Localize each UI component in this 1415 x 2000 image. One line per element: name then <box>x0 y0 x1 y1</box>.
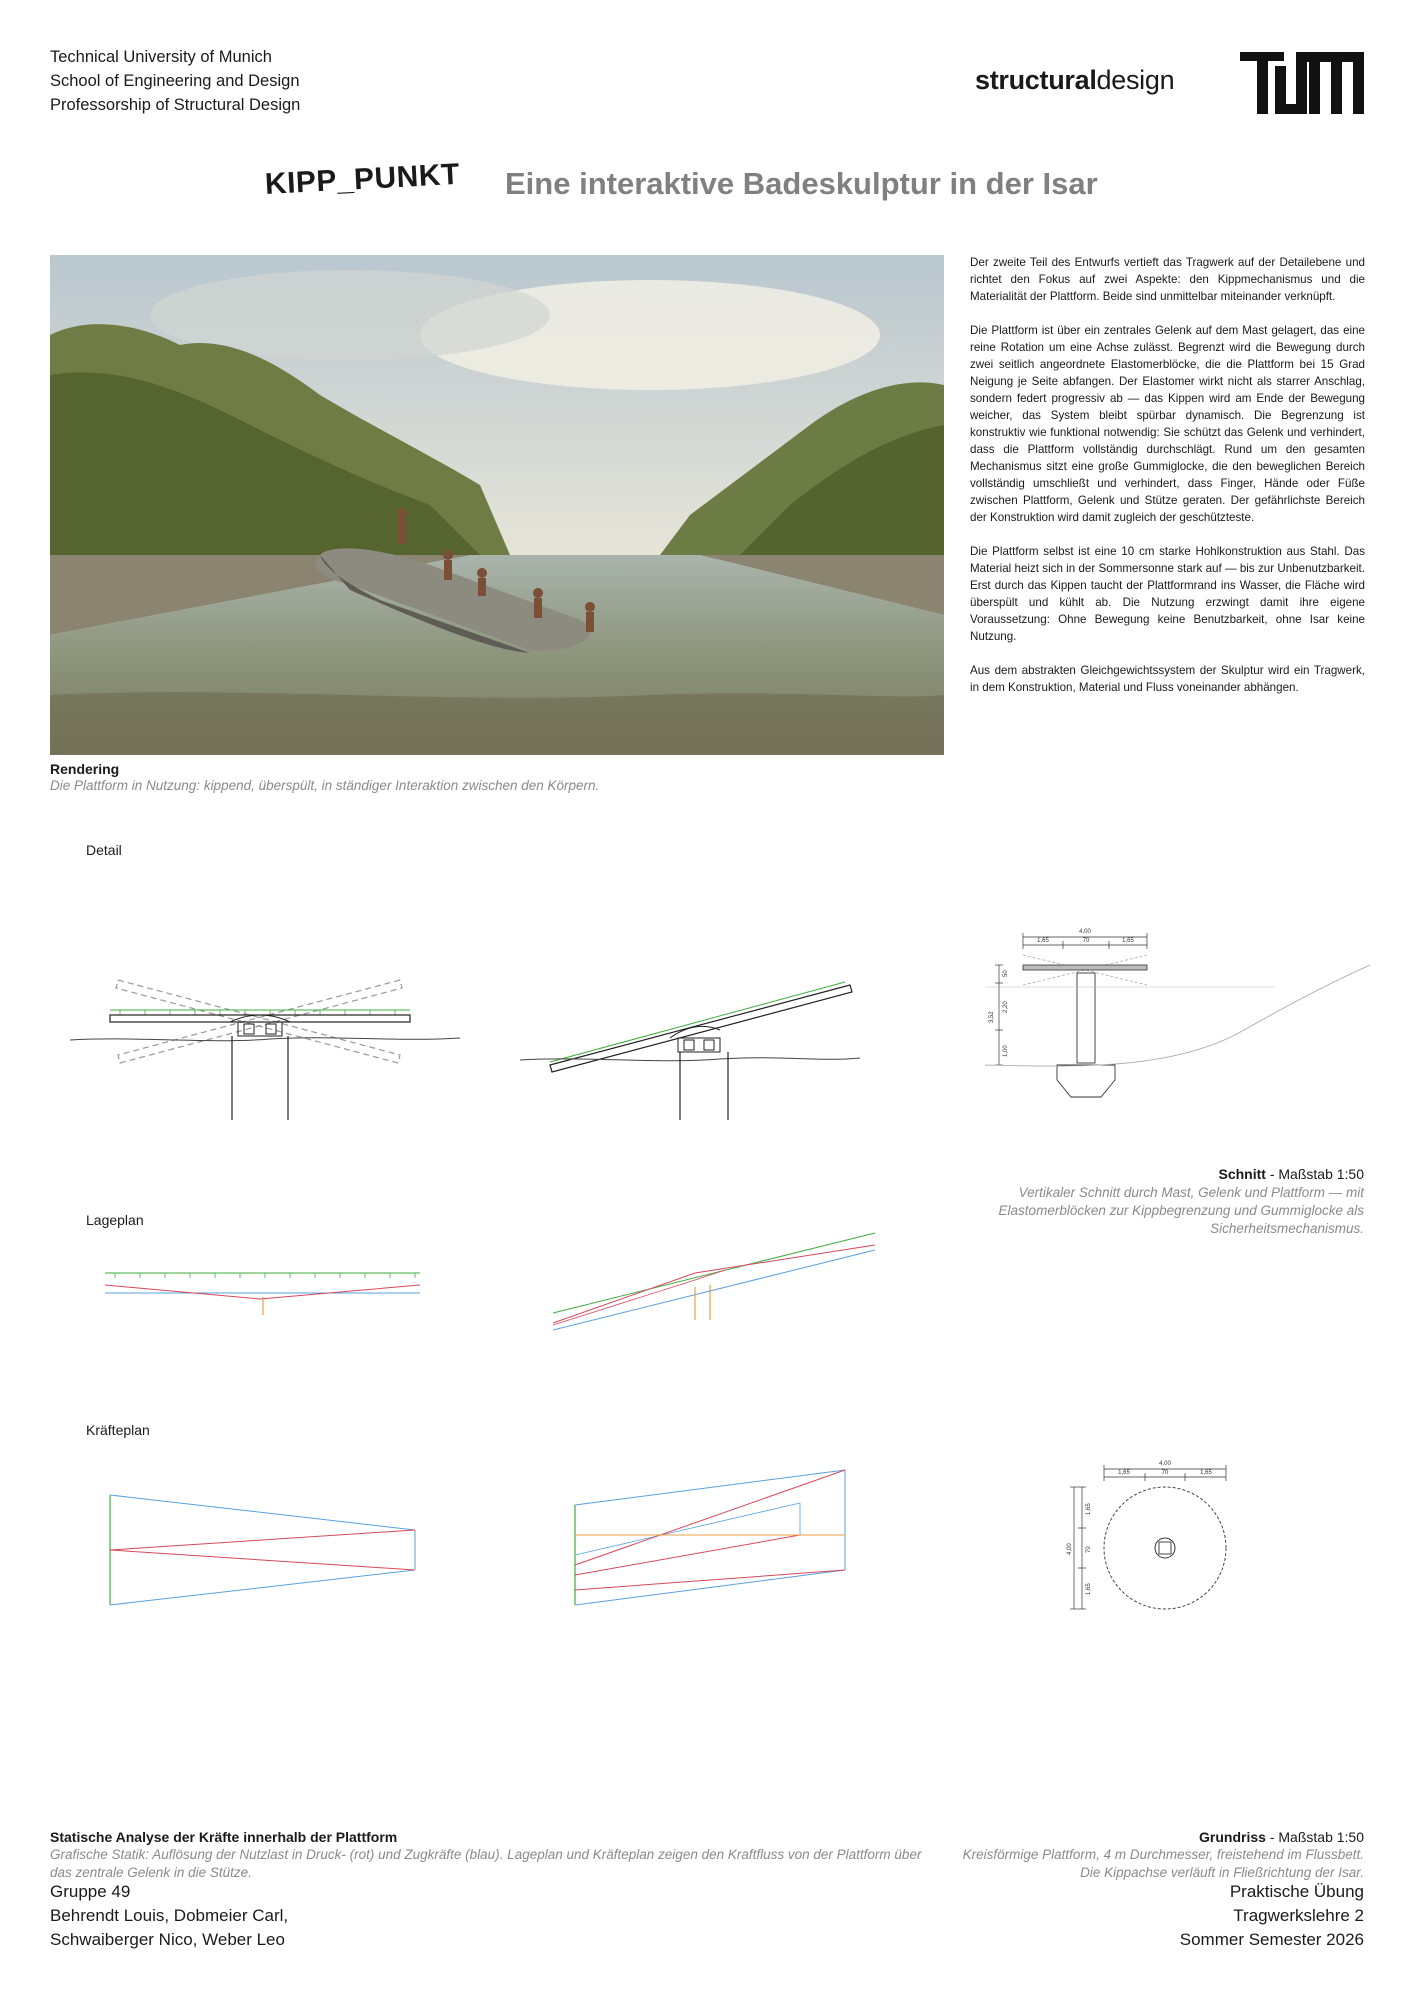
lageplan-level <box>100 1265 430 1325</box>
dim-left: 1,65 <box>1118 1470 1130 1476</box>
footer-group-info <box>50 1880 288 1952</box>
logo-word-light: design <box>1096 65 1175 95</box>
footer-line: Praktische Übung <box>1229 1882 1364 1901</box>
rendering-title: Rendering <box>50 761 120 777</box>
dim-mid: 70 <box>1082 938 1090 944</box>
tension-ray <box>575 1470 845 1505</box>
grundriss-title <box>960 1829 1364 1845</box>
load-ticks <box>115 1273 415 1278</box>
dim-mid: 70 <box>1161 1470 1169 1476</box>
body-paragraph: Die Plattform selbst ist eine 10 cm starke Hohlkonstruktion aus Stahl. Das Material heizt sich in der Sommersonne stark auf — bis zur Unbenutzbarkeit. Erst durch das Kippen taucht der Plattformrand ins Wasser, die Fläche wird überspült und kühlt ab. Die Nutzung erzwingt damit ihre eigene Voraussetzung: Ohne Bewegung keine Benutzbarkeit, ohne Isar keine Nutzung. <box>970 545 1365 643</box>
tum-logo <box>1240 52 1364 114</box>
structural-design-logo <box>975 65 1174 96</box>
joint-block <box>670 1026 720 1052</box>
tension-line <box>553 1250 875 1330</box>
dim-vtotal: 4,00 <box>1067 1543 1073 1555</box>
water-line <box>520 1058 860 1061</box>
dim-h1: 50 <box>1003 970 1009 977</box>
rendering-caption: Die Plattform in Nutzung: kippend, überspült, in ständiger Interaktion zwischen den Körpern. <box>50 778 600 793</box>
schnitt-title-text: Schnitt <box>1218 1166 1266 1182</box>
schnitt-drawing <box>985 915 1370 1115</box>
section-label-lageplan: Lageplan <box>86 1212 144 1228</box>
dim-vbot: 1,65 <box>1086 1583 1092 1595</box>
tension-ray <box>110 1570 415 1605</box>
kraefteplan-level <box>100 1485 430 1615</box>
body-paragraph: Der zweite Teil des Entwurfs vertieft das Tragwerk auf der Detailebene und richtet den Fokus auf zwei Aspekte: den Kippmechanismus und die Materialität der Plattform. Beide sind unmittelbar miteinander verknüpft. <box>970 256 1365 303</box>
footer-line: Schwaiberger Nico, Weber Leo <box>50 1930 285 1949</box>
tension-ray <box>110 1495 415 1530</box>
platform-slab <box>110 1015 410 1022</box>
project-subtitle: Eine interaktive Badeskulptur in der Isar <box>505 166 1098 201</box>
dim-right: 1,65 <box>1200 1470 1212 1476</box>
institution-line: Technical University of Munich <box>50 48 272 66</box>
grundriss-caption: Kreisförmige Plattform, 4 m Durchmesser, freistehend im Flussbett. Die Kippachse verläuft in Fließrichtung der Isar. <box>962 1847 1364 1880</box>
footer-line: Gruppe 49 <box>50 1882 131 1901</box>
dim-left: 1,65 <box>1037 938 1049 944</box>
lageplan-tilted <box>550 1225 880 1335</box>
compression-line-2 <box>553 1270 725 1325</box>
statik-title: Statische Analyse der Kräfte innerhalb der Plattform <box>50 1829 398 1845</box>
load-line <box>553 1233 875 1313</box>
footer-line: Sommer Semester 2026 <box>1179 1930 1364 1949</box>
schnitt-mast <box>1077 973 1095 1063</box>
compression-line <box>105 1285 420 1299</box>
load-line <box>550 982 845 1062</box>
dim-vtop: 1,65 <box>1086 1503 1092 1515</box>
project-title-kipp: KIPP_PUNKT <box>264 157 461 201</box>
dim-vmid: 70 <box>1086 1546 1092 1553</box>
tension-ray <box>575 1503 800 1555</box>
grundriss-scale: - Maßstab 1:50 <box>1265 1829 1364 1845</box>
dim-h2: 2,20 <box>1003 1001 1009 1013</box>
schnitt-platform <box>1023 965 1147 970</box>
dim-total: 4,00 <box>1159 1461 1171 1467</box>
statik-caption: Grafische Statik: Auflösung der Nutzlast in Druck- (rot) und Zugkräfte (blau). Lageplan und Kräfteplan zeigen den Kraftfluss von der Plattform über das zentrale Gelenk in die Stütze. <box>50 1847 922 1880</box>
footer-line: Behrendt Louis, Dobmeier Carl, <box>50 1906 289 1925</box>
section-label-detail: Detail <box>86 842 122 858</box>
joint-rect <box>1159 1542 1171 1554</box>
compression-ray <box>110 1530 415 1550</box>
body-text-column <box>970 254 1365 713</box>
compression-ray <box>575 1535 800 1575</box>
mast-circle <box>1155 1538 1175 1558</box>
platform-circle <box>1104 1487 1226 1609</box>
compression-ray <box>110 1550 415 1570</box>
schnitt-foundation <box>1057 1065 1115 1097</box>
compression-line <box>553 1245 875 1323</box>
rendering-image <box>50 255 944 755</box>
schnitt-caption: Vertikaler Schnitt durch Mast, Gelenk und Plattform — mit Elastomerblöcken zur Kippbegrenzung und Gummiglocke als Sicherheitsmechanismus. <box>998 1185 1364 1236</box>
institution-line: School of Engineering and Design <box>50 72 300 90</box>
institution-line: Professorship of Structural Design <box>50 96 301 114</box>
water-line <box>70 1038 460 1041</box>
grundriss-title-text: Grundriss <box>1199 1829 1266 1845</box>
section-label-kraefteplan: Kräfteplan <box>86 1422 150 1438</box>
detail-drawing-level <box>70 960 470 1120</box>
kraefteplan-tilted <box>560 1465 860 1615</box>
body-paragraph: Aus dem abstrakten Gleichgewichtssystem der Skulptur wird ein Tragwerk, in dem Konstruktion, Material und Fluss voneinander abhängen. <box>970 664 1365 694</box>
dim-h4: 1,00 <box>1003 1045 1009 1057</box>
footer-line: Tragwerkslehre 2 <box>1233 1906 1364 1925</box>
schnitt-scale: - Maßstab 1:50 <box>1265 1166 1364 1182</box>
grundriss-drawing <box>1060 1455 1280 1635</box>
dim-total: 4,00 <box>1079 929 1091 935</box>
body-paragraph: Die Plattform ist über ein zentrales Gelenk auf dem Mast gelagert, das eine reine Rotation um eine Achse zulässt. Begrenzt wird die Bewegung durch zwei seitlich angeordnete Elastomerblöcke, die die Plattform bei 15 Grad Neigung je Seite abfangen. Der Elastomer wirkt nicht als starrer Anschlag, sondern federt progressiv ab — das Kippen wird am Ende der Bewegung weicher, das System bleibt spürbar dynamisch. Die Begrenzung ist konstruktiv wie funktional notwendig: Sie schützt das Gelenk und verhindert, dass die Plattform vollständig durchschlägt. Rund um den gesamten Mechanismus sitzt eine große Gummiglocke, die den beweglichen Bereich vollständig umschließt und verhindert, dass Finger, Hände oder Füße zwischen Plattform, Gelenk und Stütze geraten. Der gefährlichste Bereich der Konstruktion wird damit zugleich der geschützteste. <box>970 324 1365 524</box>
detail-drawing-tilted <box>520 960 860 1120</box>
schnitt-title <box>980 1166 1364 1182</box>
dim-right: 1,65 <box>1122 938 1134 944</box>
dim-h3: 3,52 <box>989 1011 995 1023</box>
institution-block <box>50 45 300 117</box>
footer-course-info <box>1000 1880 1364 1952</box>
logo-word-bold: structural <box>975 65 1097 95</box>
load-ticks <box>120 1010 395 1015</box>
